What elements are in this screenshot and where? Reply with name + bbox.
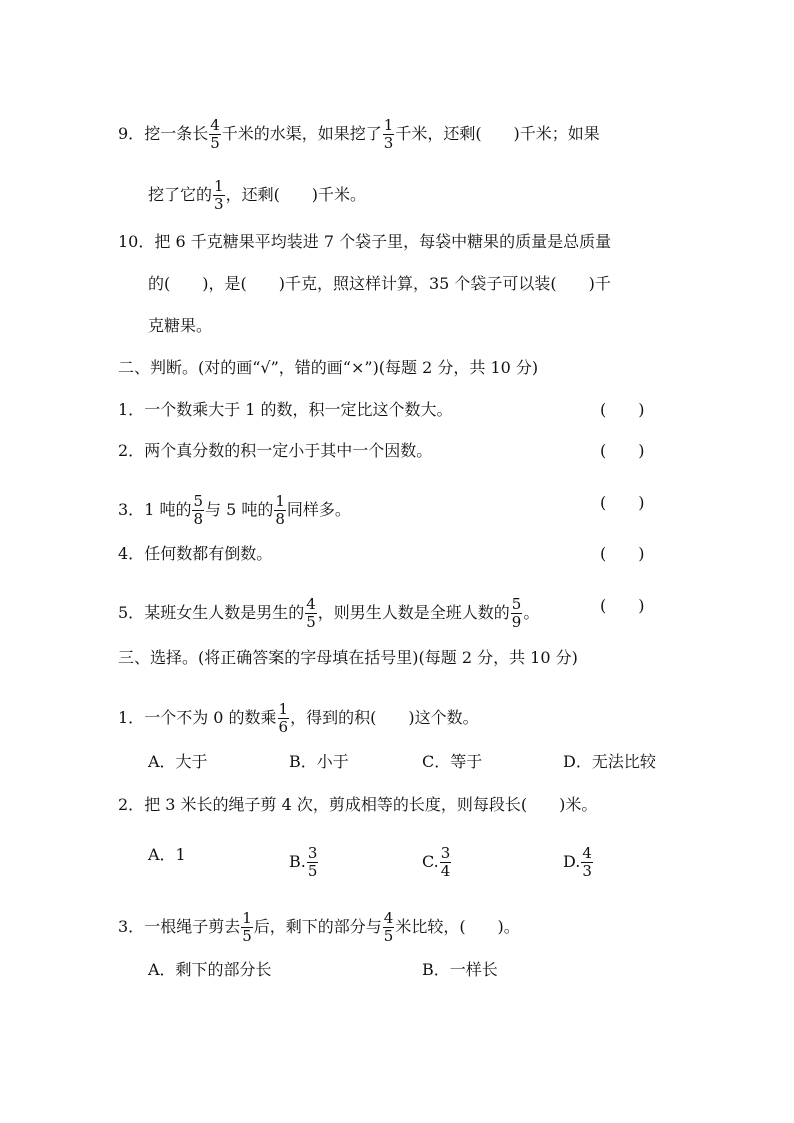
denominator: 5 [307,862,318,880]
option-label: A．1 [148,845,186,864]
fraction [383,117,395,152]
fraction [192,493,204,528]
option-b[interactable]: B．小于 [289,752,349,771]
choice-item-2 [118,795,597,815]
judge-item-4 [118,544,272,564]
question-number: 4． [118,544,145,563]
fraction [241,910,253,945]
fraction [383,910,395,945]
option-label: B. [289,852,306,871]
judge-item-2 [118,441,432,461]
option-a[interactable] [148,845,186,865]
question-10-line-3 [148,316,212,336]
question-text: 。 [523,603,540,622]
question-10-line-1 [118,232,611,252]
fraction [305,596,317,631]
fraction [307,845,319,880]
question-text: 千米的水渠，如果挖了 [221,124,382,143]
fraction [213,178,225,213]
question-number: 5． [118,603,145,622]
question-text: 千米，还剩( )千米；如果 [395,124,600,143]
choice-item-3 [118,910,520,945]
denominator: 5 [210,134,220,152]
question-text: 挖一条长 [144,124,209,143]
question-text: 后，剩下的部分与 [253,917,382,936]
question-text: ，得到的积( )这个数。 [290,708,479,727]
denominator: 8 [275,510,285,528]
fraction [440,845,452,880]
fraction [511,596,523,631]
answer-paren[interactable]: ( ) [600,493,645,512]
denominator: 9 [511,613,522,631]
question-number: 1． [118,400,145,419]
denominator: 3 [383,134,394,152]
numerator: 4 [383,909,394,927]
section-judge-heading: 二、判断。(对的画“√”，错的画“×”)(每题 2 分，共 10 分) [118,358,539,377]
option-d[interactable] [563,845,594,880]
question-text: 同样多。 [286,500,351,519]
question-9-line-2 [148,178,366,213]
option-b[interactable]: B．一样长 [422,960,498,979]
numerator: 1 [275,492,285,510]
option-c[interactable] [422,845,452,880]
question-number: 2． [118,795,145,814]
option-label: C. [422,852,439,871]
numerator: 3 [440,844,451,862]
question-text: 把 3 米长的绳子剪 4 次，剪成相等的长度，则每段长( )米。 [144,795,598,814]
question-text: 1 吨的 [144,500,192,519]
question-9-line-1 [118,117,600,152]
denominator: 6 [278,718,289,736]
numerator: 5 [511,595,522,613]
option-c[interactable]: C．等于 [422,752,483,771]
answer-paren[interactable]: ( ) [600,596,645,615]
numerator: 1 [383,116,394,134]
question-number: 3． [118,500,145,519]
fraction [274,493,286,528]
question-text: 把 6 千克糖果平均装进 7 个袋子里，每袋中糖果的质量是总质量 [154,232,612,251]
question-text: 的( )，是( )千克，照这样计算，35 个袋子可以装( )千 [148,274,611,293]
choice-item-1 [118,701,479,736]
question-text: 一个不为 0 的数乘 [144,708,277,727]
option-label: D. [563,852,581,871]
question-number: 3． [118,917,145,936]
question-text: ，则男生人数是全班人数的 [317,603,510,622]
numerator: 1 [278,700,289,718]
question-text: 克糖果。 [148,316,213,335]
numerator: 3 [307,844,318,862]
section-choice-heading: 三、选择。(将正确答案的字母填在括号里)(每题 2 分，共 10 分) [118,648,578,667]
numerator: 5 [193,492,204,510]
judge-item-5 [118,596,539,631]
numerator: 4 [306,595,316,613]
judge-item-3 [118,493,351,528]
question-text: 一根绳子剪去 [144,917,241,936]
denominator: 8 [193,510,204,528]
question-number: 9． [118,124,145,143]
question-text: 米比较，( )。 [395,917,520,936]
fraction [209,117,221,152]
answer-paren[interactable]: ( ) [600,400,645,419]
question-text: 两个真分数的积一定小于其中一个因数。 [144,441,433,460]
fraction [581,845,593,880]
numerator: 1 [242,909,252,927]
question-text: 挖了它的 [148,185,213,204]
denominator: 5 [383,927,394,945]
fraction [278,701,290,736]
numerator: 4 [210,116,220,134]
question-number: 10． [118,232,155,251]
denominator: 5 [306,613,316,631]
question-number: 1． [118,708,145,727]
denominator: 4 [440,862,451,880]
answer-paren[interactable]: ( ) [600,441,645,460]
numerator: 1 [214,177,224,195]
denominator: 5 [242,927,252,945]
question-10-line-2 [148,274,611,294]
question-text: ，还剩( )千米。 [225,185,367,204]
option-a[interactable]: A．大于 [148,752,208,771]
question-text: 一个数乘大于 1 的数，积一定比这个数大。 [144,400,453,419]
answer-paren[interactable]: ( ) [600,544,645,563]
denominator: 3 [214,195,224,213]
option-b[interactable] [289,845,319,880]
question-text: 任何数都有倒数。 [144,544,273,563]
option-a[interactable]: A．剩下的部分长 [148,960,272,979]
question-text: 与 5 吨的 [205,500,274,519]
numerator: 4 [582,844,592,862]
judge-item-1 [118,400,453,420]
question-text: 某班女生人数是男生的 [144,603,305,622]
option-d[interactable]: D．无法比较 [563,752,656,771]
question-number: 2． [118,441,145,460]
denominator: 3 [582,862,592,880]
